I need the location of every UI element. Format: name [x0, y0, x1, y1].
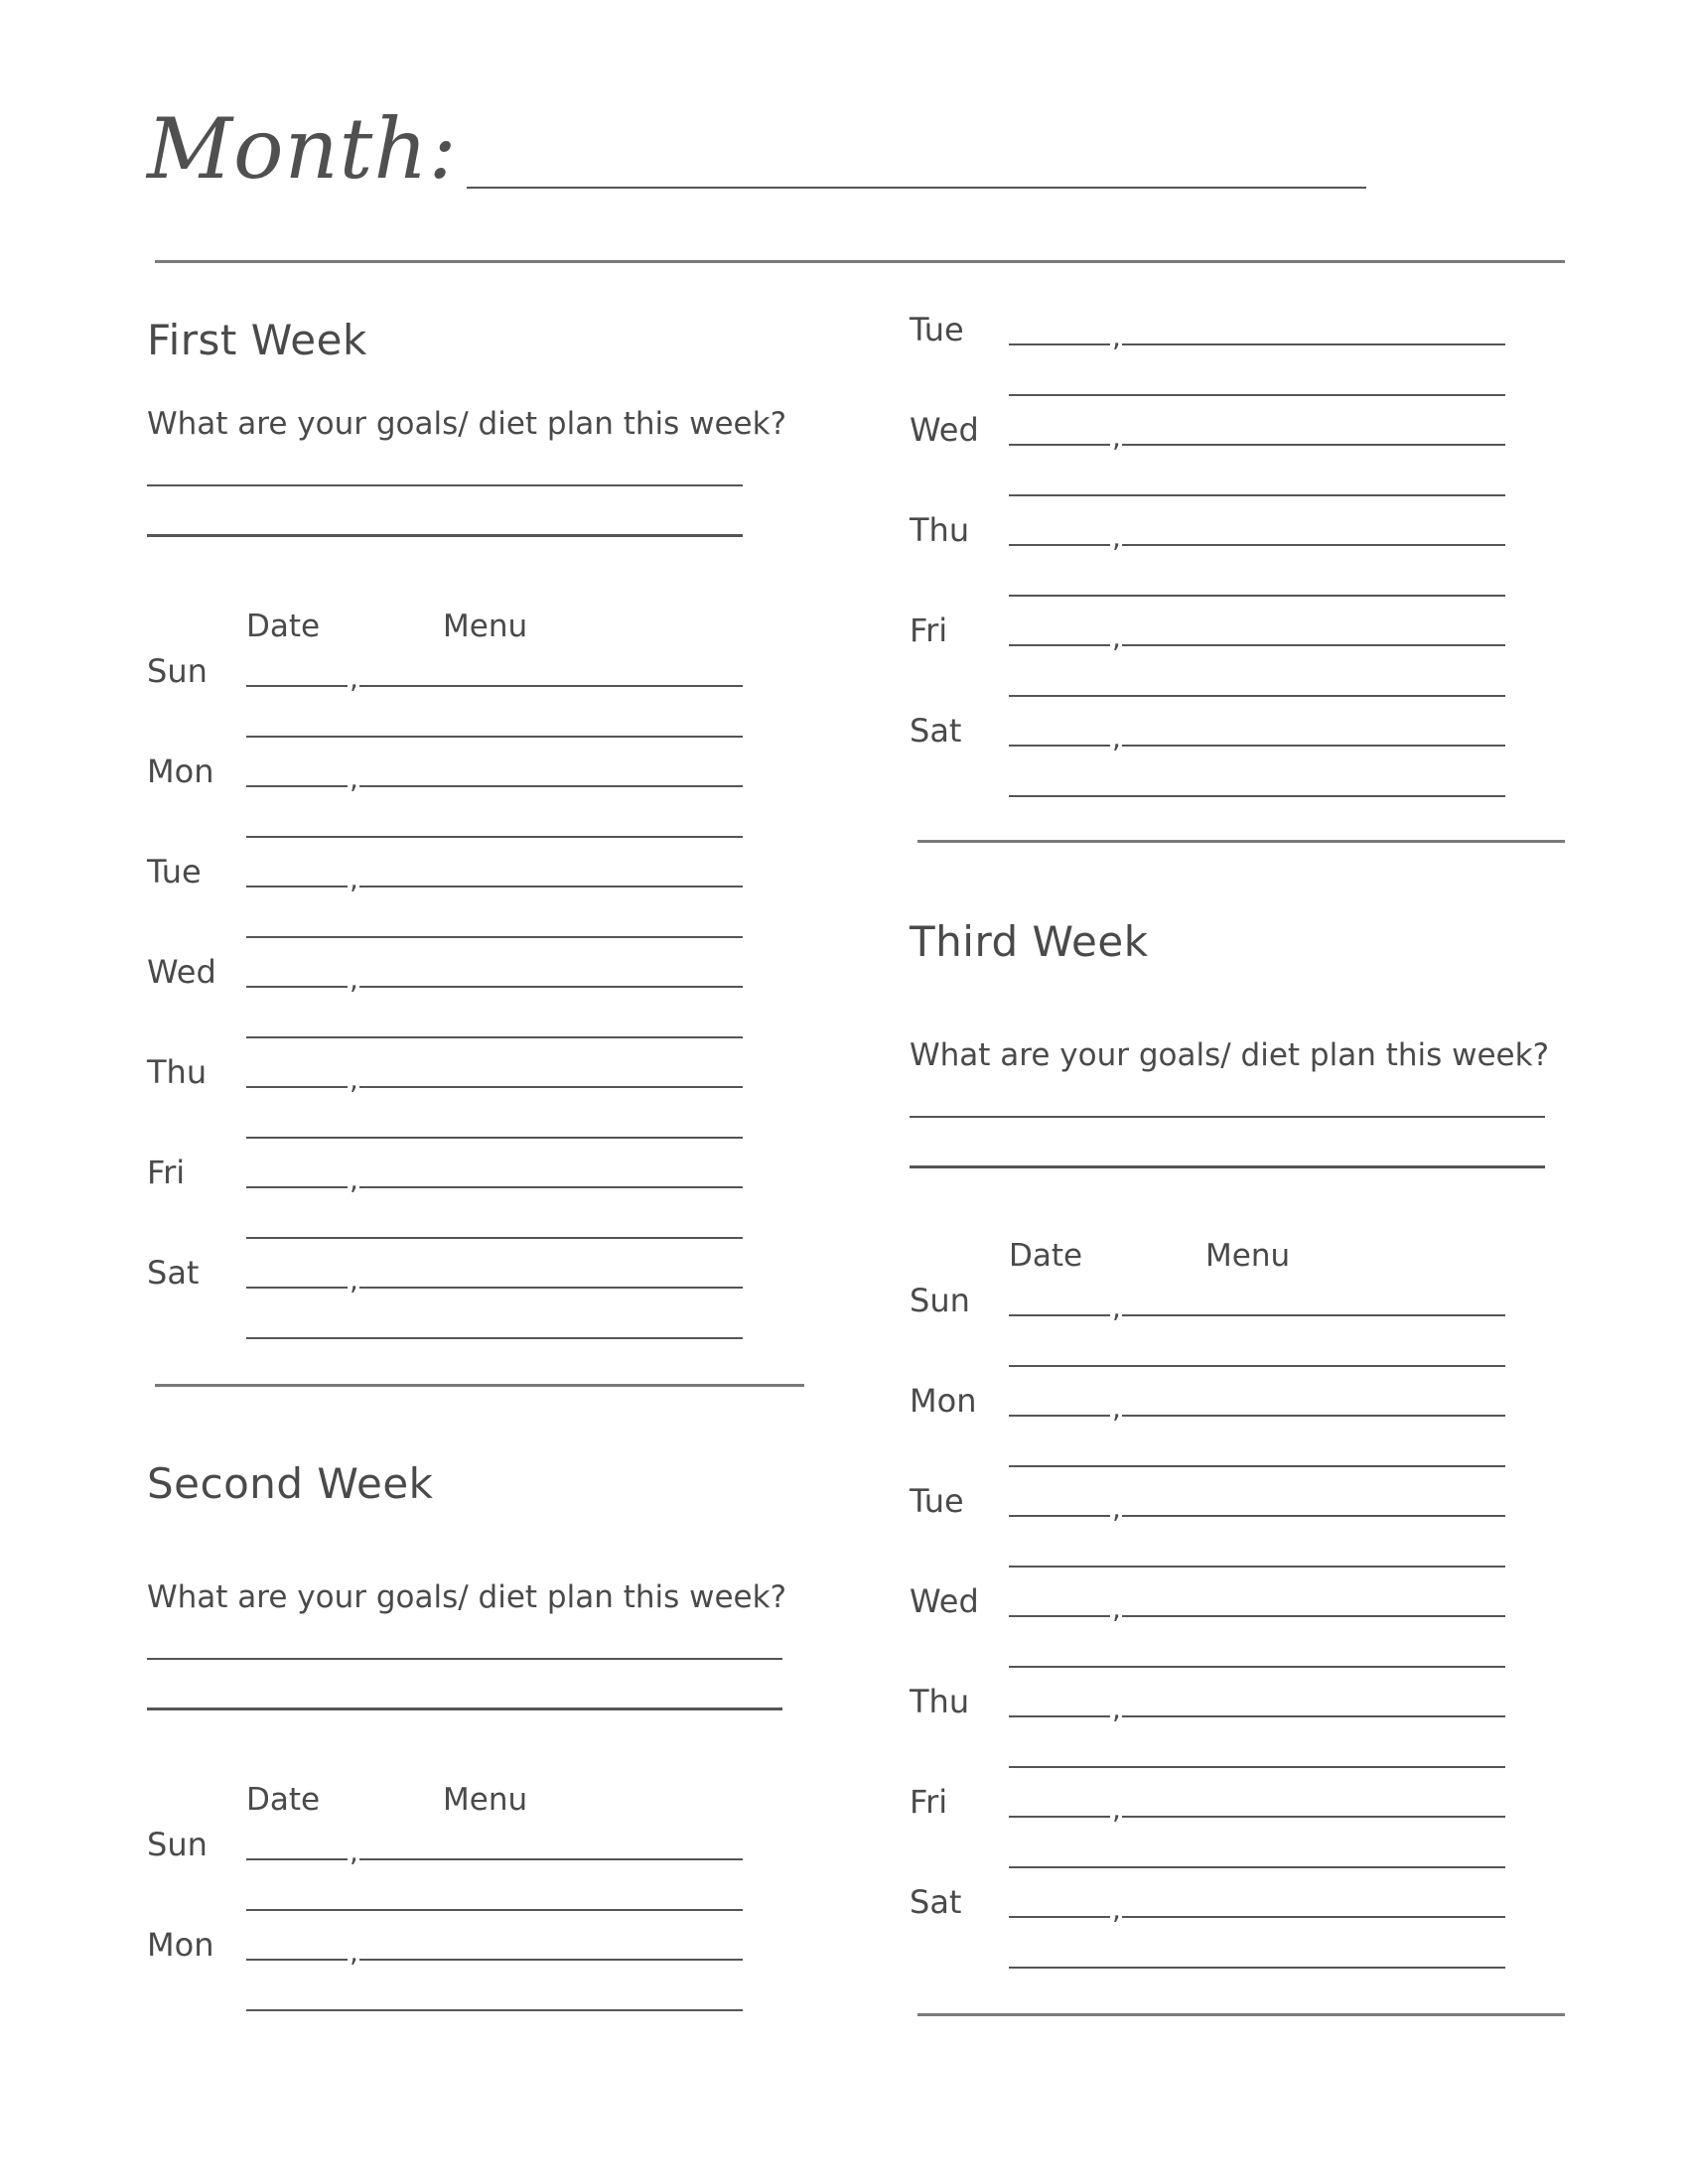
day-label: Sun — [910, 1282, 970, 1319]
date-separator: , — [1112, 621, 1121, 654]
date-separator: , — [1112, 1492, 1121, 1525]
date-write-line[interactable] — [1009, 544, 1110, 546]
date-write-line[interactable] — [1009, 444, 1110, 446]
menu-write-line[interactable] — [359, 886, 743, 887]
date-separator: , — [350, 963, 358, 996]
day-label: Mon — [147, 1926, 214, 1964]
date-separator: , — [350, 662, 358, 695]
menu-write-line[interactable] — [1122, 1615, 1505, 1617]
date-separator: , — [1112, 722, 1121, 754]
goals-question: What are your goals/ diet plan this week? — [147, 406, 787, 442]
date-separator: , — [1112, 1392, 1121, 1425]
menu-write-line[interactable] — [359, 1858, 743, 1860]
goals-write-line[interactable] — [147, 534, 743, 537]
date-separator: , — [1112, 1693, 1121, 1725]
date-separator: , — [350, 1163, 358, 1196]
menu-write-line[interactable] — [1009, 795, 1505, 797]
goals-question: What are your goals/ diet plan this week? — [147, 1579, 787, 1615]
day-label: Mon — [147, 752, 214, 790]
date-separator: , — [350, 1836, 358, 1868]
menu-write-line[interactable] — [246, 1337, 743, 1339]
date-write-line[interactable] — [1009, 644, 1110, 646]
date-separator: , — [1112, 421, 1121, 454]
week-title: Second Week — [147, 1459, 434, 1508]
menu-write-line[interactable] — [246, 836, 743, 838]
menu-write-line[interactable] — [246, 2009, 743, 2011]
menu-write-line[interactable] — [1009, 1866, 1505, 1868]
date-write-line[interactable] — [246, 1858, 348, 1860]
menu-write-line[interactable] — [359, 785, 743, 787]
date-separator: , — [1112, 1793, 1121, 1826]
menu-write-line[interactable] — [1009, 1666, 1505, 1668]
date-write-line[interactable] — [246, 1959, 348, 1961]
date-write-line[interactable] — [246, 1086, 348, 1088]
date-write-line[interactable] — [246, 886, 348, 887]
menu-write-line[interactable] — [1122, 745, 1505, 747]
goals-write-line[interactable] — [147, 484, 743, 486]
day-label: Sun — [147, 652, 208, 690]
menu-write-line[interactable] — [1009, 1566, 1505, 1568]
day-label: Wed — [910, 1582, 979, 1620]
date-separator: , — [350, 1264, 358, 1297]
menu-write-line[interactable] — [246, 1036, 743, 1038]
header-divider — [155, 260, 1565, 263]
menu-write-line[interactable] — [359, 986, 743, 988]
menu-write-line[interactable] — [246, 936, 743, 938]
date-write-line[interactable] — [1009, 1816, 1110, 1818]
menu-write-line[interactable] — [1009, 1465, 1505, 1467]
menu-write-line[interactable] — [359, 1959, 743, 1961]
goals-question: What are your goals/ diet plan this week? — [910, 1037, 1550, 1073]
day-label: Sat — [910, 1883, 962, 1921]
day-label: Fri — [910, 1783, 948, 1821]
day-label: Tue — [147, 853, 202, 890]
menu-write-line[interactable] — [1122, 1415, 1505, 1417]
date-column-header: Date — [246, 609, 321, 644]
menu-write-line[interactable] — [1122, 644, 1505, 646]
goals-write-line[interactable] — [910, 1165, 1545, 1168]
menu-write-line[interactable] — [246, 1137, 743, 1139]
day-label: Wed — [147, 953, 216, 991]
date-write-line[interactable] — [246, 1186, 348, 1188]
date-write-line[interactable] — [1009, 343, 1110, 345]
date-write-line[interactable] — [1009, 1715, 1110, 1717]
date-write-line[interactable] — [1009, 1515, 1110, 1517]
date-separator: , — [1112, 521, 1121, 554]
month-write-line[interactable] — [467, 187, 1366, 189]
menu-write-line[interactable] — [1122, 1816, 1505, 1818]
section-divider — [917, 2013, 1565, 2016]
goals-write-line[interactable] — [147, 1707, 782, 1710]
date-column-header: Date — [1009, 1238, 1083, 1274]
date-separator: , — [1112, 1292, 1121, 1324]
day-label: Thu — [910, 1683, 970, 1720]
day-label: Mon — [910, 1382, 977, 1420]
day-label: Fri — [910, 612, 948, 649]
date-separator: , — [350, 863, 358, 895]
menu-write-line[interactable] — [1122, 1314, 1505, 1316]
menu-column-header: Menu — [1205, 1238, 1291, 1274]
day-label: Fri — [147, 1154, 186, 1191]
menu-write-line[interactable] — [1009, 494, 1505, 496]
menu-write-line[interactable] — [1122, 444, 1505, 446]
section-divider — [917, 840, 1565, 843]
goals-write-line[interactable] — [147, 1658, 782, 1660]
menu-write-line[interactable] — [1122, 1916, 1505, 1918]
menu-write-line[interactable] — [1009, 394, 1505, 396]
day-label: Sun — [147, 1826, 208, 1863]
menu-write-line[interactable] — [359, 1287, 743, 1289]
day-label: Thu — [147, 1053, 208, 1091]
menu-write-line[interactable] — [1009, 1365, 1505, 1367]
date-separator: , — [1112, 1592, 1121, 1625]
date-write-line[interactable] — [246, 785, 348, 787]
day-label: Sat — [147, 1254, 200, 1292]
date-separator: , — [350, 1936, 358, 1969]
week-title: Third Week — [910, 917, 1149, 966]
menu-write-line[interactable] — [359, 1086, 743, 1088]
menu-write-line[interactable] — [246, 1237, 743, 1239]
menu-write-line[interactable] — [1009, 595, 1505, 597]
date-separator: , — [1112, 321, 1121, 353]
day-label: Tue — [910, 311, 964, 348]
date-column-header: Date — [246, 1782, 321, 1818]
menu-write-line[interactable] — [1009, 695, 1505, 697]
date-write-line[interactable] — [246, 986, 348, 988]
menu-write-line[interactable] — [359, 685, 743, 687]
week-title: First Week — [147, 316, 367, 364]
menu-column-header: Menu — [443, 609, 528, 644]
day-label: Wed — [910, 411, 979, 449]
month-label: Month: — [147, 100, 458, 198]
menu-write-line[interactable] — [246, 1909, 743, 1911]
date-write-line[interactable] — [1009, 745, 1110, 747]
date-separator: , — [350, 1063, 358, 1096]
section-divider — [155, 1384, 804, 1387]
menu-write-line[interactable] — [1122, 343, 1505, 345]
menu-write-line[interactable] — [359, 1186, 743, 1188]
menu-column-header: Menu — [443, 1782, 528, 1818]
menu-write-line[interactable] — [246, 736, 743, 738]
day-label: Sat — [910, 712, 962, 750]
menu-write-line[interactable] — [1122, 544, 1505, 546]
date-write-line[interactable] — [1009, 1314, 1110, 1316]
date-separator: , — [350, 762, 358, 795]
date-write-line[interactable] — [1009, 1615, 1110, 1617]
date-separator: , — [1112, 1893, 1121, 1926]
date-write-line[interactable] — [1009, 1916, 1110, 1918]
menu-write-line[interactable] — [1122, 1515, 1505, 1517]
date-write-line[interactable] — [1009, 1415, 1110, 1417]
day-label: Thu — [910, 511, 970, 549]
date-write-line[interactable] — [246, 1287, 348, 1289]
day-label: Tue — [910, 1482, 964, 1520]
menu-write-line[interactable] — [1009, 1766, 1505, 1768]
menu-write-line[interactable] — [1009, 1967, 1505, 1969]
menu-write-line[interactable] — [1122, 1715, 1505, 1717]
goals-write-line[interactable] — [910, 1116, 1545, 1118]
date-write-line[interactable] — [246, 685, 348, 687]
